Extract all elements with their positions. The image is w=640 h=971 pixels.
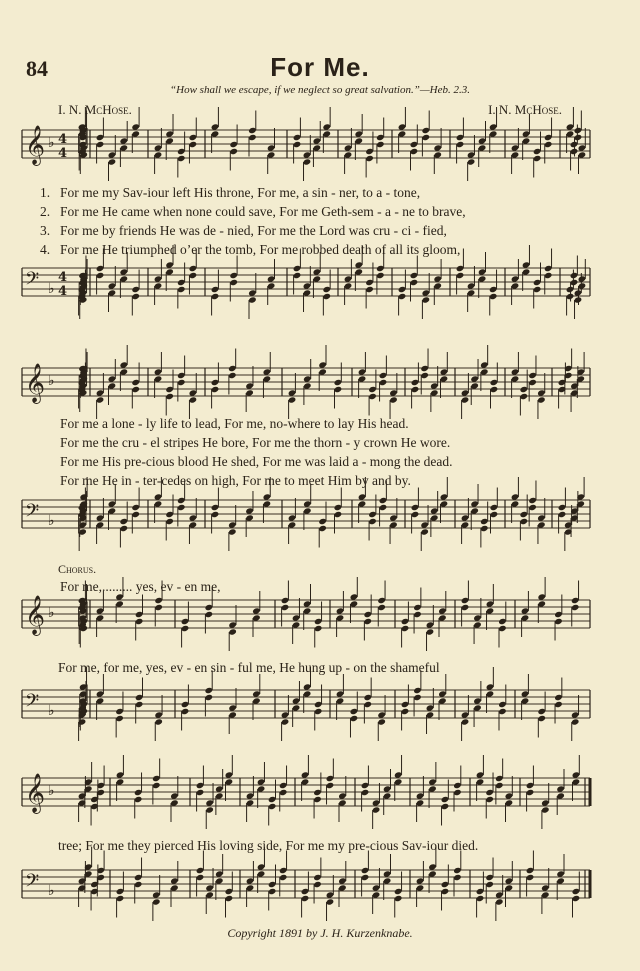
treble-clef: 𝄞 xyxy=(25,595,46,635)
chorus-lyric-final: tree; For me they pierced His loving side, For me my pre-cious Sav-iour died. xyxy=(58,838,479,853)
key-signature-flat: ♭ xyxy=(48,783,55,799)
key-signature-flat: ♭ xyxy=(48,703,55,719)
verse-3-line-1: 3. For me by friends He was de - nied, For me the Lord was cru - ci - fied, xyxy=(40,223,447,238)
verse-1-line-1: 1. For me my Sav-iour left His throne, For me, a sin - ner, to a - tone, xyxy=(40,185,421,200)
verse-3-line-2: For me His pre-cious blood He shed, For me was laid a - mong the dead. xyxy=(60,454,453,469)
treble-clef: 𝄞 xyxy=(25,125,46,165)
verse-4-line-2: For me He in - ter-cedes on high, For me to meet Him by and by. xyxy=(60,473,411,488)
hymn-title: For Me. xyxy=(270,52,370,82)
time-signature-bottom: 4 xyxy=(58,284,68,299)
chorus-label: Chorus. xyxy=(58,562,97,576)
chorus-lyric-upper: For me,......... yes, ev - en me, xyxy=(60,579,221,594)
verse-1-line-2: For me a lone - ly life to lead, For me, no-where to lay His head. xyxy=(60,416,409,431)
bass-clef: 𝄢 xyxy=(25,269,40,294)
time-signature-bottom: 4 xyxy=(58,146,68,161)
composer-credit: I. N. McHose. xyxy=(488,102,562,117)
verse-2-line-1: 2. For me He came when none could save, For me Geth-sem - a - ne to brave, xyxy=(40,204,466,219)
key-signature-flat: ♭ xyxy=(48,135,55,151)
chorus-lyric-lower: For me, for me, yes, ev - en sin - ful me, He hung up - on the shameful xyxy=(58,660,440,675)
bass-clef: 𝄢 xyxy=(25,501,40,526)
bass-clef: 𝄢 xyxy=(25,691,40,716)
treble-clef: 𝄞 xyxy=(25,363,46,403)
key-signature-flat: ♭ xyxy=(48,883,55,899)
verse-4-line-1: 4. For me He triumphed o’er the tomb, For me robbed death of all its gloom, xyxy=(40,242,461,257)
time-signature-top: 4 xyxy=(58,132,68,147)
verse-2-line-2: For me the cru - el stripes He bore, For me the thorn - y crown He wore. xyxy=(60,435,451,450)
lyricist-credit: I. N. McHose. xyxy=(58,102,132,117)
key-signature-flat: ♭ xyxy=(48,281,55,297)
key-signature-flat: ♭ xyxy=(48,373,55,389)
time-signature-top: 4 xyxy=(58,270,68,285)
bass-clef: 𝄢 xyxy=(25,871,40,896)
key-signature-flat: ♭ xyxy=(48,605,55,621)
page-number: 84 xyxy=(26,56,48,81)
copyright-notice: Copyright 1891 by J. H. Kurzenknabe. xyxy=(227,926,413,940)
key-signature-flat: ♭ xyxy=(48,513,55,529)
treble-clef: 𝄞 xyxy=(25,773,46,813)
scripture-epigraph: “How shall we escape, if we neglect so great salvation.”—Heb. 2.3. xyxy=(170,84,470,96)
